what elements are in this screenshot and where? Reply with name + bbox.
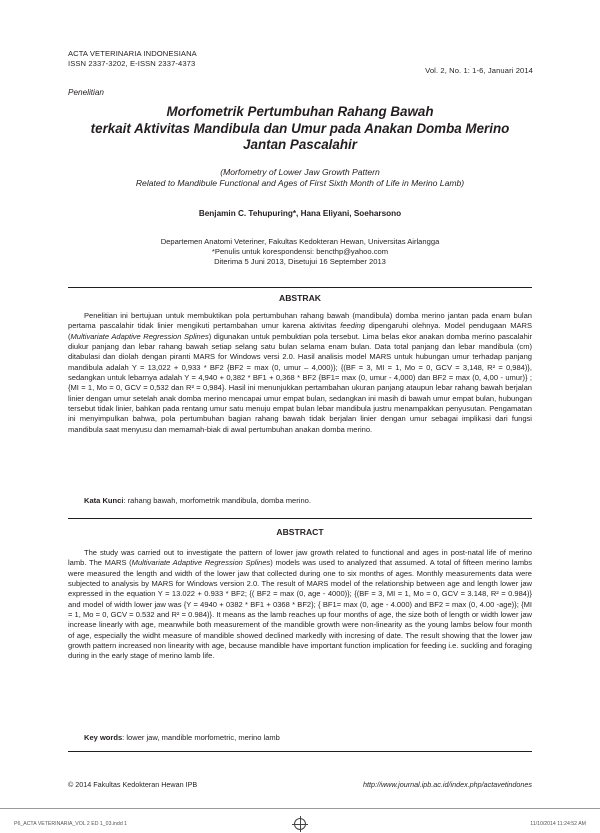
abstrak-feeding-term: feeding [340, 321, 366, 331]
affiliation [60, 237, 540, 267]
print-timestamp: 11/10/2014 11:24:52 AM [530, 821, 586, 827]
print-strip-line [0, 808, 600, 809]
abstrak-keywords [84, 496, 524, 506]
page-title [60, 104, 540, 154]
footer-url[interactable]: http://www.journal.ipb.ac.id/index.php/actavetindones [362, 780, 532, 789]
abstract-heading: ABSTRACT [276, 527, 324, 537]
abstrak-mars-term: Multivariate Adaptive Regression Splines [70, 331, 209, 341]
abstract-text-a: The study was carried out to investigate the pattern of lower jaw growth related to functional and ages in post-natal life of merino lamb. The MARS ( [68, 548, 532, 568]
title-line-3: Jantan Pascalahir [243, 137, 357, 152]
print-filename: P6_ACTA VETERINARIA_VOL 2 ED 1_03.indd 1 [14, 821, 128, 827]
abstract-keywords [84, 733, 524, 743]
abstrak-text-a: Penelitian ini bertujuan untuk membuktikan pola pertumbuhan rahang bawah (mandibula) domba merino jantan pada enam bulan pertama pascalahir tidak linier mengikuti pertambahan umur karena aktivitas [68, 311, 532, 331]
subtitle-line-2: Related to Mandibule Functional and Ages of First Sixth Month of Life in Merino Lamb) [135, 178, 465, 188]
english-subtitle [60, 167, 540, 189]
divider-top [68, 287, 532, 288]
received-dates: Diterima 5 Juni 2013, Disetujui 16 September 2013 [214, 257, 386, 266]
title-line-1: Morfometrik Pertumbuhan Rahang Bawah [166, 104, 434, 119]
affiliation-dept: Departemen Anatomi Veteriner, Fakultas Kedokteran Hewan, Universitas Airlangga [160, 237, 440, 246]
volume-info: Vol. 2, No. 1: 1-6, Januari 2014 [425, 66, 533, 75]
abstract-body [68, 548, 532, 662]
abstrak-body [68, 311, 532, 435]
abstract-mars-term: Multivariate Adaptive Regression Splines [131, 558, 271, 568]
divider-bottom [68, 751, 532, 752]
journal-name: ACTA VETERINARIA INDONESIANA [68, 49, 197, 58]
divider-middle [68, 518, 532, 519]
footer-copyright: © 2014 Fakultas Kedokteran Hewan IPB [68, 780, 198, 789]
title-line-2: terkait Aktivitas Mandibula dan Umur pada Anakan Domba Merino [90, 120, 510, 136]
abstrak-keywords-text: : rahang bawah, morfometrik mandibula, domba merino. [123, 496, 311, 505]
abstract-text-b: ) models was used to analyzed that assumed. A total of fifteen merino lambs were measured the length and width of the lower jaw that collected during one to six months of ages. Monthly measurements data were subjected to analysis by MARS for Windows version 2.0. The result of MARS model of the relationship between age and length lower jaw expressed in the equation Y = 13.022 + 0.933 * BF2; {( BF2 = max (0, age - 4000)}; {(BF = 3, MI = 1, Mo = 0, GCV = 3.148, R² = 0.984)} and model of width lower jaw was {Y = 4940 + 0382 * BF1 + 0368 * BF2}; { BF1= max (0, age - 4.000) and BF2 = max (0, 4.00 -age)}; {MI = 1, Mo = 0, GCV = 0.532 and R² = 0.984)}. It means as the lamb reaches up four months of age, the size both of length or width lower jaw increase linearly with age, meanwhile both measurement of the mandible growth were non-linearity as the young lambs below four month of age, especially the widht measure of mandible showed declined markedly with incresing of date. The result showing that the lower jaw growth pattern increased non linearity with age, because mandible have important function implication for feeding i.e. suckling and foraging during in the early stage of merino lamb life. [68, 558, 533, 661]
authors: Benjamin C. Tehupuring*, Hana Eliyani, Soeharsono [198, 209, 402, 218]
abstract-keywords-text: : lower jaw, mandible morfometric, merino lamb [122, 733, 280, 742]
section-label: Penelitian [68, 88, 104, 97]
registration-mark-icon [294, 818, 306, 830]
abstrak-keywords-label: Kata Kunci [84, 496, 124, 505]
abstrak-heading: ABSTRAK [278, 293, 321, 303]
abstract-keywords-label: Key words [84, 733, 123, 742]
abstrak-text-c: ) digunakan untuk pembuktian pola tersebut. Lima belas ekor anakan domba merino pascalahir diukur panjang dan lebar rahang bawah setiap selang satu bulan selama enam bulan. Data total panjang dan lebar mandibula (cm) ditabulasi dan diolah dengan piranti MARS for Windows versi 2.0. Hasil analisis model MARS untuk hubungan umur terhadap panjang mandibula adalah Y = 13,022 + 0,933 * BF2 {BF2 = max (0, umur – 4,000)}; {(BF = 3, MI = 1, Mo = 0, GCV = 3,148, R² = 0,984)}, sedangkan untuk lebarnya adalah Y = 4,940 + 0,382 * BF1 + 0,368 * BF2 {BF1= max (0, umur - 4,000) dan BF2 = max (0, 4,00 - umur)} ; {MI = 1, Mo = 0, GCV = 0,532 dan R² = 0,984}. Hasil ini menunjukkan pertambahan ukuran panjang ataupun lebar rahang bawah berjalan linier dengan umur setelah anak domba merino mencapai umur empat bulan, sedangkan ini masih di bawah umur empat bulan, hubungan tersebut tidak linier, bahkan pada rentang umur satu menuju empat bulan lebar mandibula justru menampakkan penyusutan. Pengamatan ini menyimpulkan bahwa, pola pertumbuhan bagian rahang bawah tidak berjalan linier dengan umur sebagai implikasi dari fungsi mandibula saat menyusu dan memamah-biak di awal pertumbuhan anakan domba merino. [68, 331, 532, 434]
issn: ISSN 2337-3202, E-ISSN 2337-4373 [68, 58, 196, 68]
abstrak-text-b: dipengaruhi olehnya. Model pendugaan MARS ( [68, 321, 532, 341]
correspondence: *Penulis untuk korespondensi: bencthp@yahoo.com [211, 247, 389, 256]
subtitle-line-1: (Morfometry of Lower Jaw Growth Pattern [220, 167, 380, 177]
